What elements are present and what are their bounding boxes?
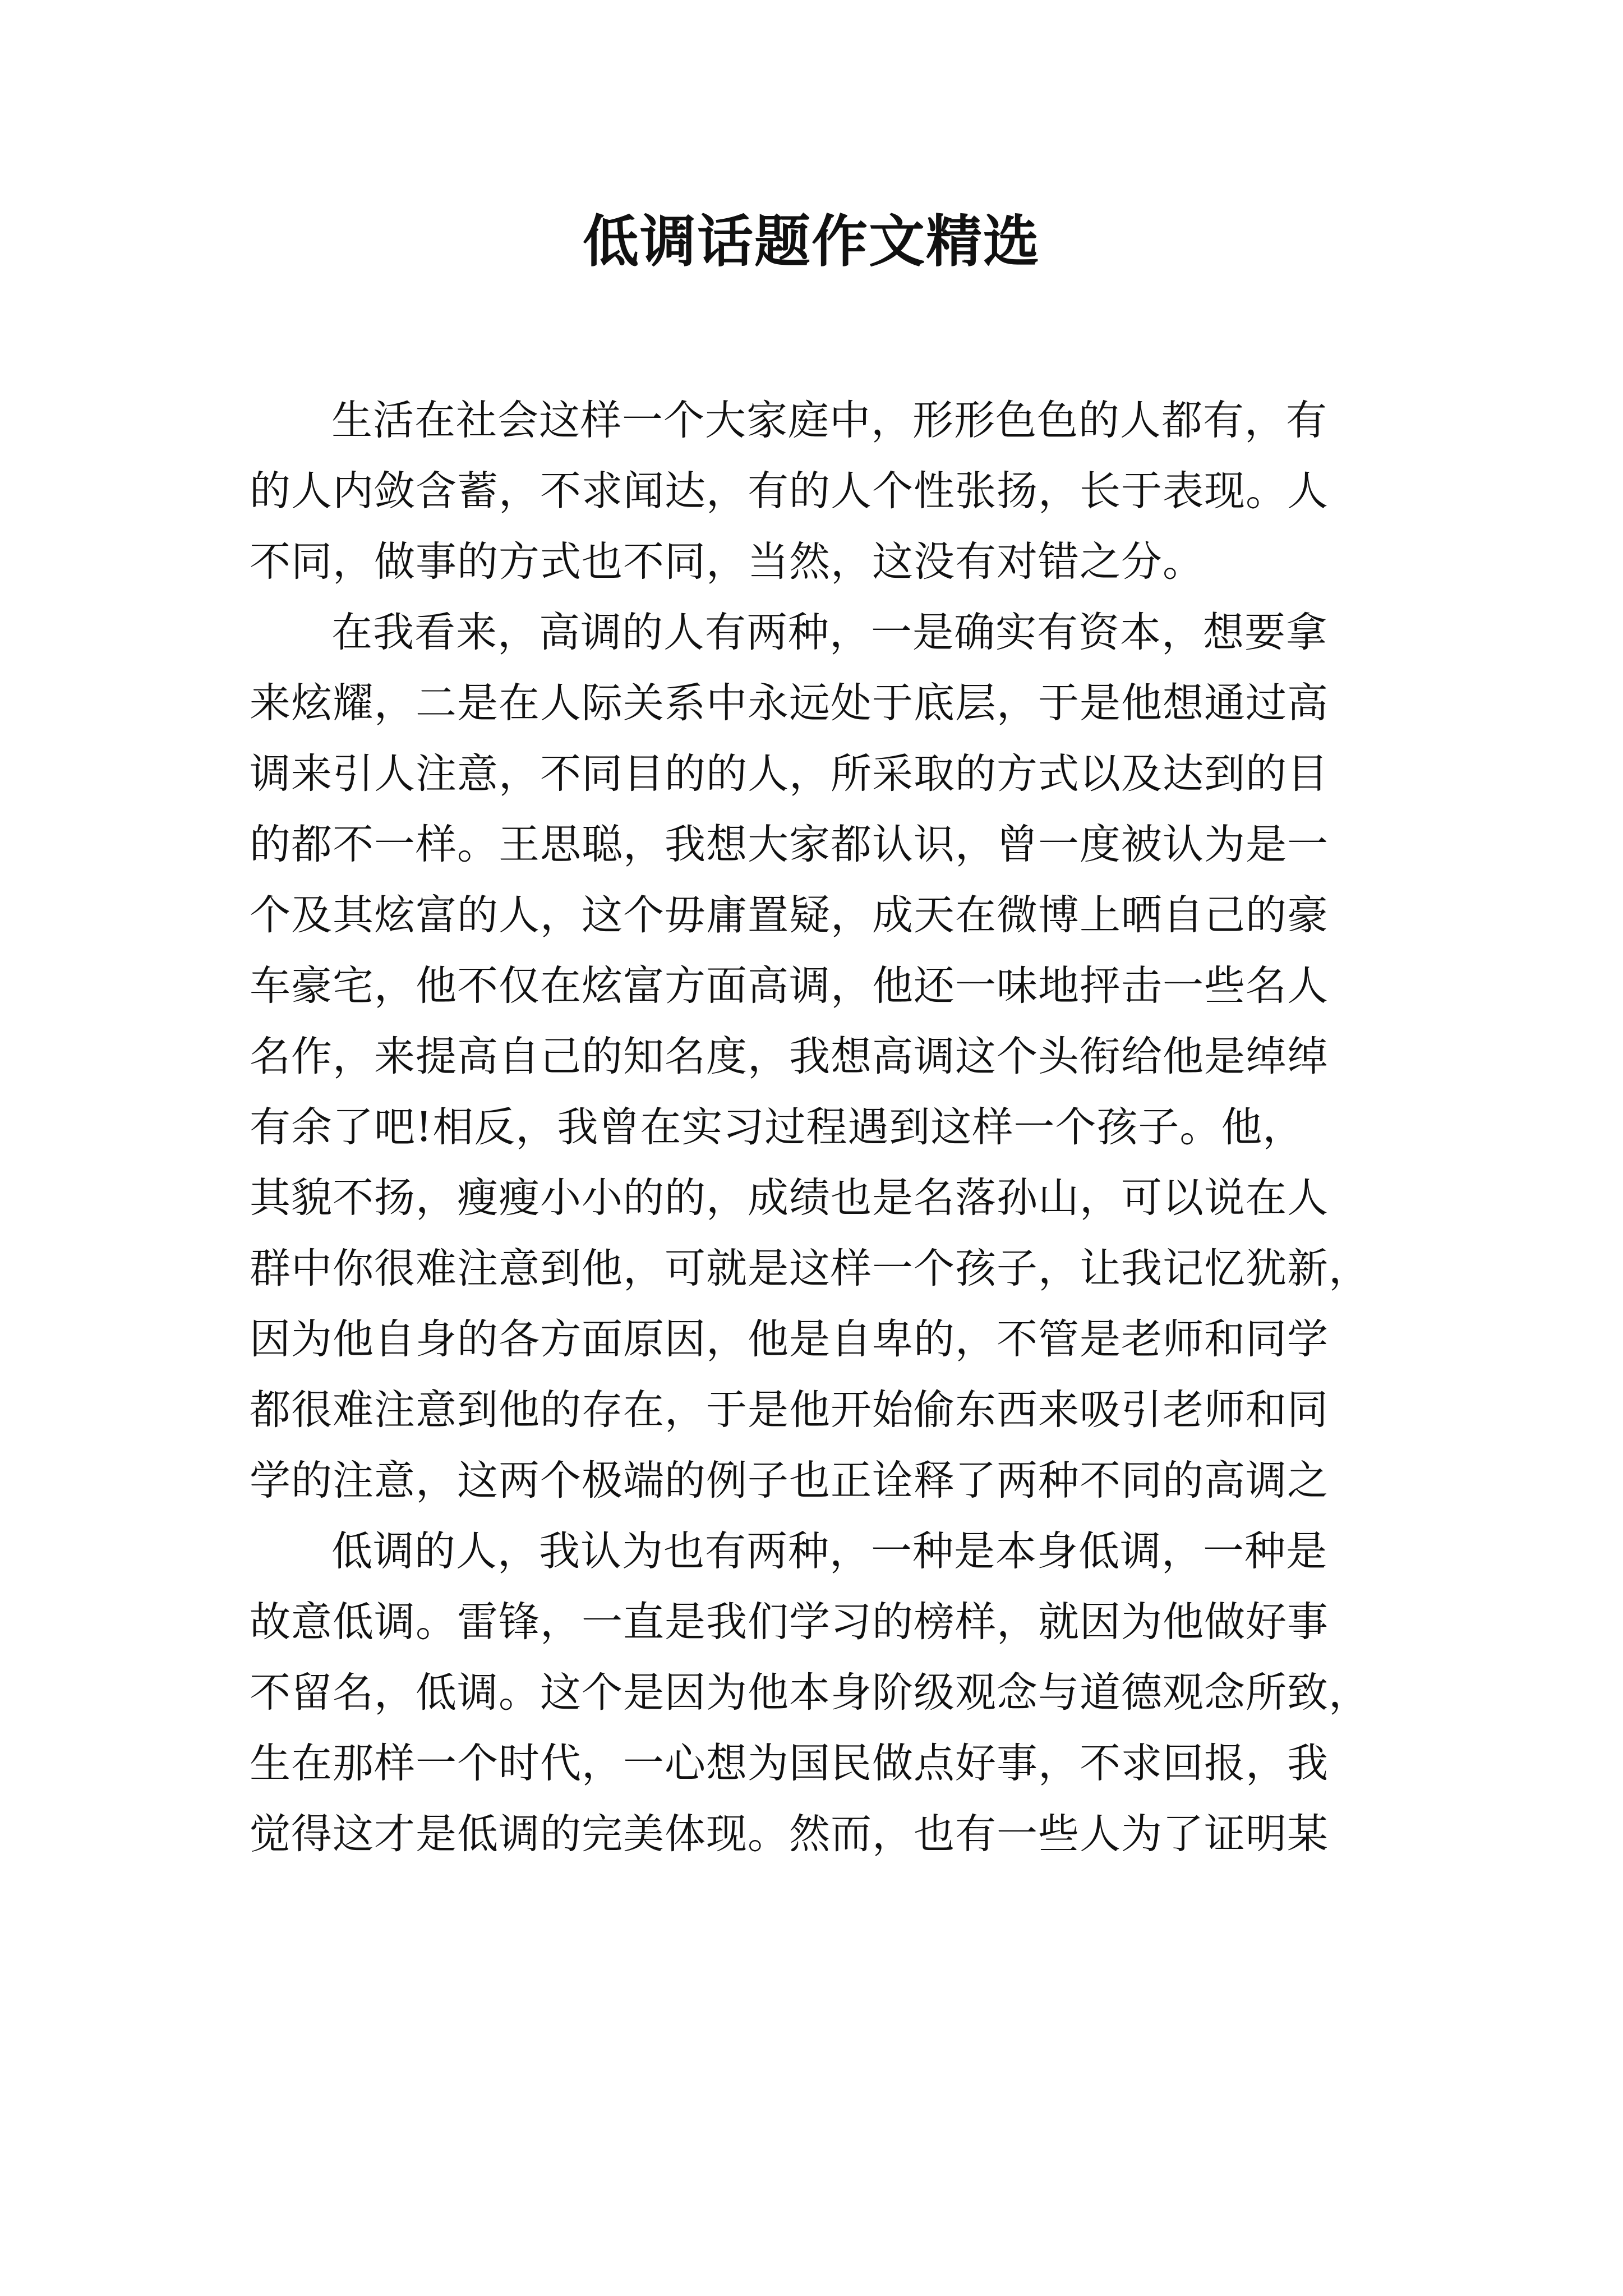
text-line: 故意低调。雷锋，一直是我们学习的榜样，就因为他做好事: [250, 1598, 1329, 1646]
text-line: 学的注意，这两个极端的例子也正诠释了两种不同的高调之: [250, 1457, 1329, 1504]
text-line: 不留名，低调。这个是因为他本身阶级观念与道德观念所致，: [250, 1669, 1370, 1717]
text-line: 调来引人注意，不同目的的人，所采取的方式以及达到的目: [250, 750, 1329, 798]
text-line: 不同，做事的方式也不同，当然，这没有对错之分。: [250, 538, 1204, 586]
text-line: 都很难注意到他的存在，于是他开始偷东西来吸引老师和同: [250, 1386, 1329, 1434]
text-line: 车豪宅，他不仅在炫富方面高调，他还一味地抨击一些名人: [250, 962, 1329, 1010]
text-line: 因为他自身的各方面原因，他是自卑的，不管是老师和同学: [250, 1315, 1329, 1363]
text-line: 名作，来提高自己的知名度，我想高调这个头衔给他是绰绰: [250, 1033, 1329, 1080]
text-line: 觉得这才是低调的完美体现。然而，也有一些人为了证明某: [250, 1810, 1329, 1858]
text-line: 生在那样一个时代，一心想为国民做点好事，不求回报，我: [250, 1740, 1329, 1787]
paragraph: [250, 597, 1388, 1516]
text-line: 生活在社会这样一个大家庭中，形形色色的人都有，有: [331, 397, 1327, 444]
text-line: 有余了吧!相反，我曾在实习过程遇到这样一个孩子。他，: [250, 1103, 1304, 1151]
text-line: 群中你很难注意到他，可就是这样一个孩子，让我记忆犹新，: [250, 1245, 1370, 1292]
text-line: 个及其炫富的人，这个毋庸置疑，成天在微博上晒自己的豪: [250, 891, 1329, 939]
document-title: 低调话题作文精选: [583, 208, 1040, 274]
document-body: [250, 385, 1388, 1870]
text-line: 来炫耀，二是在人际关系中永远处于底层，于是他想通过高: [250, 679, 1329, 727]
text-line: 的人内敛含蓄，不求闻达，有的人个性张扬，长于表现。人: [250, 467, 1329, 515]
text-line: 低调的人，我认为也有两种，一种是本身低调，一种是: [331, 1527, 1327, 1575]
text-line: 的都不一样。王思聪，我想大家都认识，曾一度被认为是一: [250, 821, 1329, 868]
paragraph: [250, 1516, 1388, 1870]
text-line: 在我看来，高调的人有两种，一是确实有资本，想要拿: [331, 609, 1327, 656]
text-line: 其貌不扬，瘦瘦小小的的，成绩也是名落孙山，可以说在人: [250, 1174, 1329, 1222]
paragraph: [250, 385, 1388, 597]
